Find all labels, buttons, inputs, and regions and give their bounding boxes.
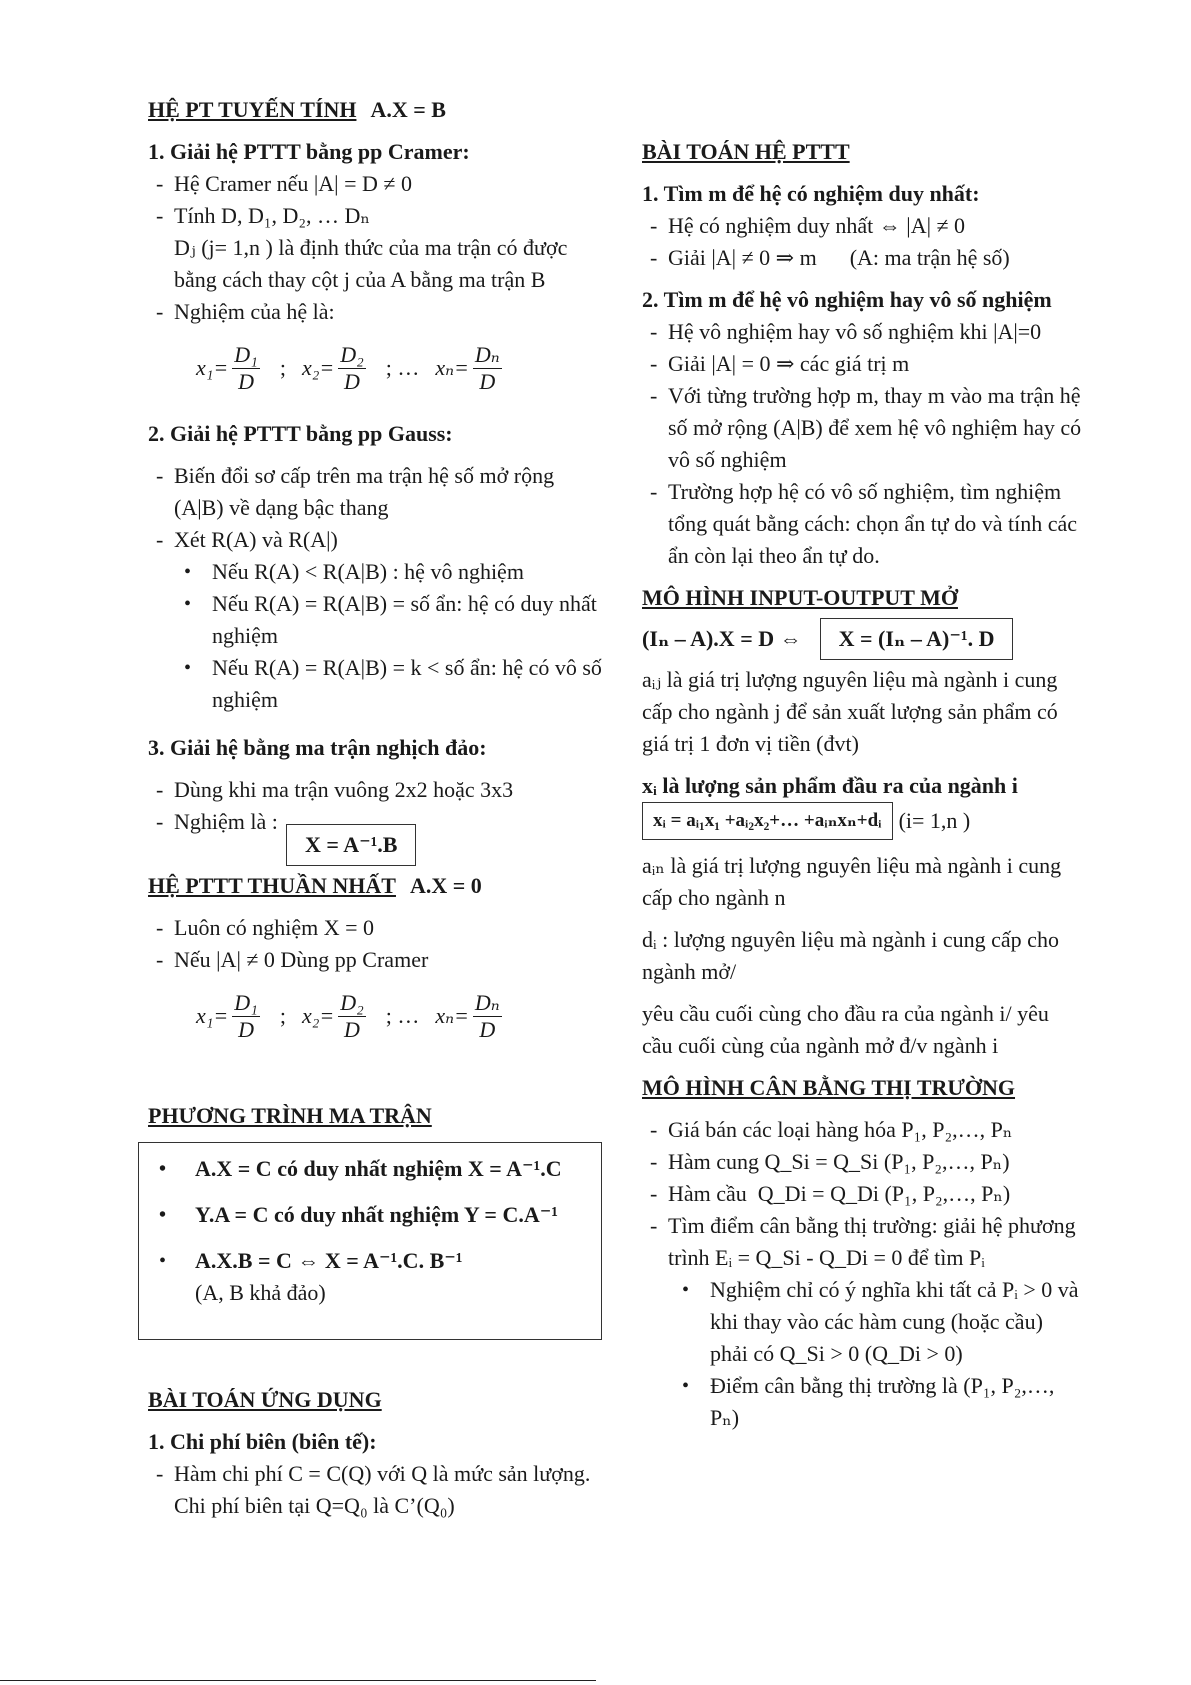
io-paragraph: aᵢₙ là giá trị lượng nguyên liệu mà ngành i cung cấp cho ngành n (642, 853, 1062, 910)
list-item: - Xét R(A) và R(A|) (148, 524, 608, 556)
list-item: - Dùng khi ma trận vuông 2x2 hoặc 3x3 (148, 774, 608, 806)
gauss-cases (148, 556, 608, 716)
section-equation: A.X = B (370, 97, 446, 122)
fraction (232, 990, 260, 1043)
gauss-list (148, 460, 608, 556)
list-item: - Giải |A| = 0 ⇒ các giá trị m (642, 348, 1082, 380)
unique-solution-list (642, 210, 1082, 274)
list-item: - Hàm chi phí C = C(Q) với Q là mức sản lượng. Chi phí biên tại Q=Q₀ là C’(Q₀) (148, 1458, 608, 1522)
fraction-den: D (479, 368, 496, 394)
fraction (338, 342, 366, 395)
list-item: - Tính D, D₁, D₂, … Dₙ (148, 200, 608, 232)
matrix-equation-list (155, 1153, 585, 1309)
marginal-cost-list (148, 1458, 608, 1522)
formula-separator: ; (279, 1003, 286, 1028)
market-list (642, 1114, 1082, 1274)
homog-formula (148, 984, 608, 1048)
matrix-equation-box (138, 1142, 602, 1340)
cramer-list (148, 168, 608, 232)
fraction-den: D (238, 1016, 254, 1042)
xi-range: (i= 1,n ) (898, 808, 971, 833)
list-item: - Giải |A| ≠ 0 ⇒ m (A: ma trận hệ số) (642, 242, 1082, 274)
matrix-equation-formula: A.X.B = C ⇔ X = A⁻¹.C. B⁻¹ (195, 1248, 463, 1273)
list-item: - Luôn có nghiệm X = 0 (148, 912, 608, 944)
section-title-input-output: MÔ HÌNH INPUT-OUTPUT MỞ (642, 585, 958, 610)
list-item: • A.X = C có duy nhất nghiệm X = A⁻¹.C (159, 1153, 585, 1185)
cramer-definition: Dⱼ (j= 1,n ) là định thức của ma trận có được bằng cách thay cột j của A bằng ma trận B (174, 235, 568, 292)
fraction (338, 990, 366, 1043)
list-item: - Hàm cung Q_Si = Q_Si (P₁, P₂,…, Pₙ) (642, 1146, 1082, 1178)
formula-x1: x₁= (196, 355, 229, 380)
page-bottom-rule (0, 1680, 596, 1681)
unique-solution-heading: 1. Tìm m để hệ có nghiệm duy nhất: (642, 181, 980, 206)
list-item: - Hệ có nghiệm duy nhất ⇔ |A| ≠ 0 (642, 210, 1082, 242)
formula-x1: x₁= (196, 1003, 229, 1028)
section-title-system-problems: BÀI TOÁN HỆ PTTT (642, 139, 850, 164)
cramer-heading: 1. Giải hệ PTTT bằng pp Cramer: (148, 139, 470, 164)
list-item: - Nghiệm là : (148, 806, 608, 838)
list-item: - Giá bán các loại hàng hóa P₁, P₂,…, Pₙ (642, 1114, 1082, 1146)
io-output-heading: xᵢ là lượng sản phẩm đầu ra của ngành i (642, 773, 1018, 798)
list-item: • Y.A = C có duy nhất nghiệm Y = C.A⁻¹ (159, 1199, 585, 1231)
io-equation-left: (Iₙ – A).X = D ⇔ (642, 626, 802, 651)
list-item: • Nghiệm chỉ có ý nghĩa khi tất cả Pᵢ > 0 và khi thay vào các hàm cung (hoặc cầu) phải có Q_Si > 0 (Q_Di > 0) (682, 1274, 1082, 1370)
list-item: - Biến đổi sơ cấp trên ma trận hệ số mở rộng (A|B) về dạng bậc thang (148, 460, 608, 524)
fraction-den: D (344, 368, 360, 394)
inverse-solution-box: X = A⁻¹.B (286, 824, 416, 866)
io-paragraph: yêu cầu cuối cùng cho đầu ra của ngành i/ yêu cầu cuối cùng của ngành mở đ/v ngành i (642, 1001, 1049, 1058)
list-item: - Hệ Cramer nếu |A| = D ≠ 0 (148, 168, 608, 200)
formula-separator: ; … (385, 1003, 420, 1028)
list-item: - Với từng trường hợp m, thay m vào ma trận hệ số mở rộng (A|B) để xem hệ vô nghiệm hay có vô số nghiệm (642, 380, 1082, 476)
cramer-formula (148, 336, 608, 400)
left-column (148, 94, 608, 1522)
section-title-market-equilibrium: MÔ HÌNH CÂN BẰNG THỊ TRƯỜNG (642, 1075, 1016, 1100)
list-item: - Tìm điểm cân bằng thị trường: giải hệ phương trình Eᵢ = Q_Si - Q_Di = 0 để tìm Pᵢ (642, 1210, 1082, 1274)
list-item: • Điểm cân bằng thị trường là (P₁, P₂,…, Pₙ) (682, 1370, 1082, 1434)
list-item: • Nếu R(A) < R(A|B) : hệ vô nghiệm (184, 556, 608, 588)
fraction-num: D₁ (234, 989, 258, 1015)
gauss-heading: 2. Giải hệ PTTT bằng pp Gauss: (148, 421, 453, 446)
formula-separator: ; … (385, 355, 420, 380)
list-item: - Nghiệm của hệ là: (148, 296, 608, 328)
fraction (473, 342, 502, 395)
no-solution-list (642, 316, 1082, 572)
homog-list (148, 912, 608, 976)
inverse-list (148, 774, 608, 838)
inverse-heading: 3. Giải hệ bằng ma trận nghịch đảo: (148, 735, 487, 760)
list-item: • Nếu R(A) = R(A|B) = k < số ẩn: hệ có vô số nghiệm (184, 652, 608, 716)
fraction-num: D₁ (234, 341, 258, 367)
formula-x2: x₂= (301, 1003, 335, 1028)
fraction-den: D (344, 1016, 360, 1042)
marginal-cost-heading: 1. Chi phí biên (biên tế): (148, 1429, 377, 1454)
fraction (232, 342, 260, 395)
list-item: - Nếu |A| ≠ 0 Dùng pp Cramer (148, 944, 608, 976)
io-paragraph: aᵢⱼ là giá trị lượng nguyên liệu mà ngành i cung cấp cho ngành j để sản xuất lượng sản phẩm có giá trị 1 đơn vị tiền (đvt) (642, 667, 1058, 756)
io-paragraph: dᵢ : lượng nguyên liệu mà ngành i cung cấp cho ngành mở/ (642, 927, 1059, 984)
fraction (473, 990, 502, 1043)
xi-formula-row (642, 802, 1082, 840)
list-item: - Hệ vô nghiệm hay vô số nghiệm khi |A|=0 (642, 316, 1082, 348)
io-equation (642, 618, 1082, 660)
list-item (159, 1245, 585, 1309)
section-title-matrix-equation: PHƯƠNG TRÌNH MA TRẬN (148, 1103, 432, 1128)
formula-xn: xₙ= (435, 1003, 469, 1028)
formula-x2: x₂= (301, 355, 335, 380)
list-item: • Nếu R(A) = R(A|B) = số ẩn: hệ có duy nhất nghiệm (184, 588, 608, 652)
matrix-equation-note: (A, B khả đảo) (195, 1280, 326, 1305)
section-title-application: BÀI TOÁN ỨNG DỤNG (148, 1387, 382, 1412)
market-sub-list (642, 1274, 1082, 1434)
list-item: - Trường hợp hệ có vô số nghiệm, tìm nghiệm tổng quát bằng cách: chọn ẩn tự do và tính các ẩn còn lại theo ẩn tự do. (642, 476, 1082, 572)
formula-xn: xₙ= (435, 355, 469, 380)
fraction-den: D (479, 1016, 496, 1042)
fraction-num: D₂ (340, 989, 364, 1015)
fraction-num: Dₙ (474, 989, 500, 1015)
fraction-num: Dₙ (474, 341, 500, 367)
right-column (642, 136, 1082, 1434)
section-equation: A.X = 0 (409, 873, 482, 898)
fraction-den: D (238, 368, 254, 394)
section-title-homogeneous: HỆ PTTT THUẦN NHẤT A.X = 0 (148, 870, 608, 902)
no-solution-heading: 2. Tìm m để hệ vô nghiệm hay vô số nghiệm (642, 287, 1052, 312)
section-title-linear-system: HỆ PT TUYẾN TÍNH A.X = B (148, 94, 608, 126)
list-item: - Hàm cầu Q_Di = Q_Di (P₁, P₂,…, Pₙ) (642, 1178, 1082, 1210)
io-solution-box: X = (Iₙ – A)⁻¹. D (820, 618, 1014, 660)
cramer-list-2 (148, 296, 608, 328)
fraction-num: D₂ (340, 341, 364, 367)
xi-formula-box: xᵢ = aᵢ₁x₁ +aᵢ₂x₂+… +aᵢₙxₙ+dᵢ (642, 802, 893, 840)
formula-separator: ; (279, 355, 286, 380)
